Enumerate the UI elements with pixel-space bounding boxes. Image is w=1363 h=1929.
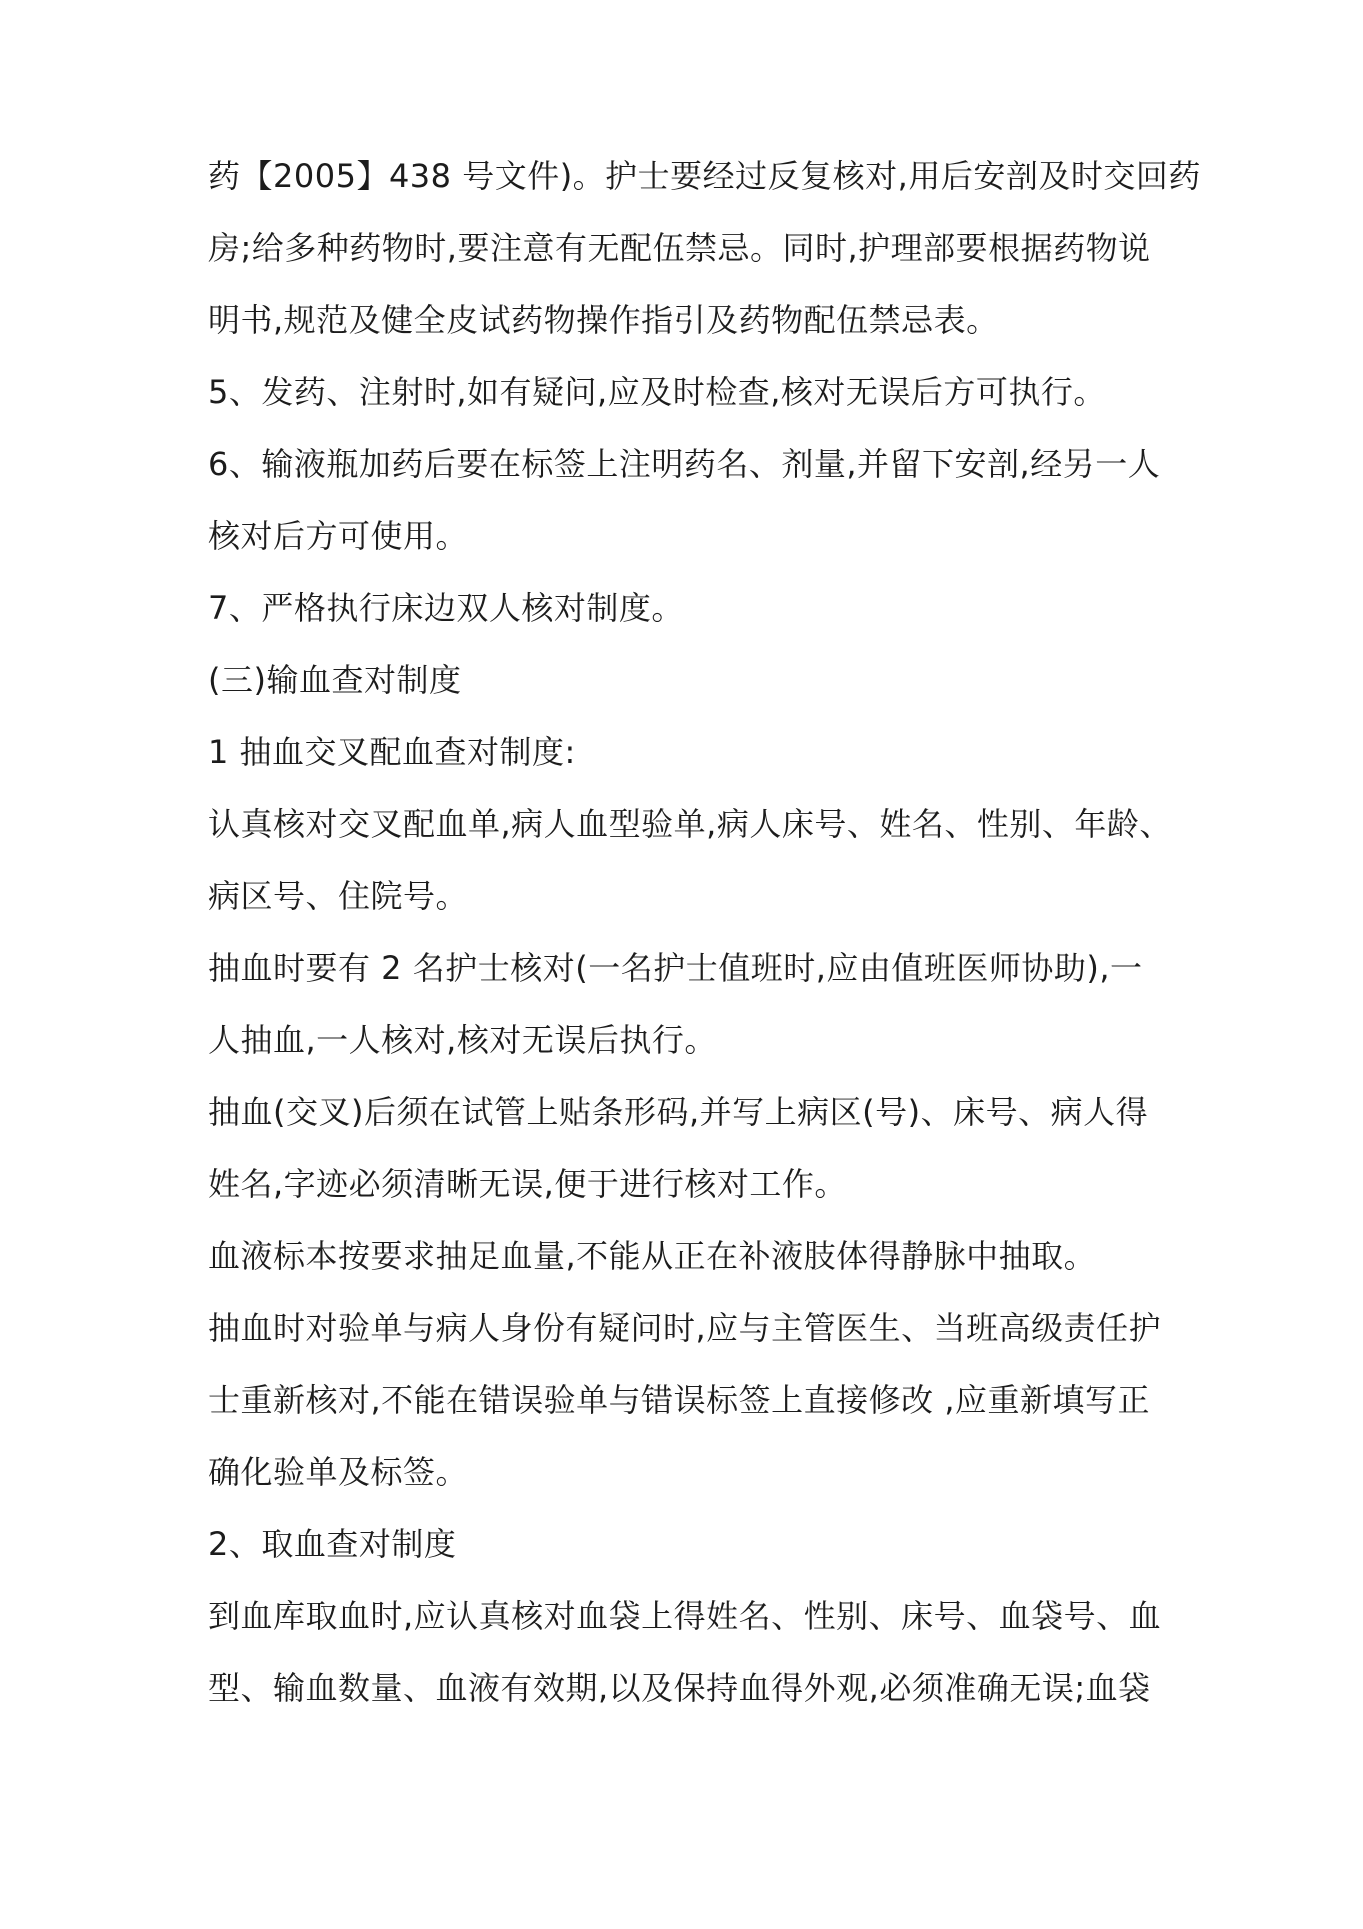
subsection-heading: 1 抽血交叉配血查对制度: [208, 733, 576, 771]
text-line: 药【2005】438 号文件)。护士要经过反复核对,用后安剖及时交回药 [208, 157, 1201, 195]
text-line: 到血库取血时,应认真核对血袋上得姓名、性别、床号、血袋号、血 [208, 1597, 1162, 1635]
text-line: 房;给多种药物时,要注意有无配伍禁忌。同时,护理部要根据药物说 [208, 229, 1151, 267]
text-line: 确化验单及标签。 [208, 1453, 469, 1491]
text-line: 明书,规范及健全皮试药物操作指引及药物配伍禁忌表。 [208, 301, 999, 339]
text-line: 士重新核对,不能在错误验单与错误标签上直接修改 ,应重新填写正 [208, 1381, 1151, 1419]
text-line: 7、严格执行床边双人核对制度。 [208, 589, 684, 627]
text-line: 抽血(交叉)后须在试管上贴条形码,并写上病区(号)、床号、病人得 [208, 1093, 1149, 1131]
text-line: 人抽血,一人核对,核对无误后执行。 [208, 1021, 717, 1059]
text-line: 型、输血数量、血液有效期,以及保持血得外观,必须准确无误;血袋 [208, 1669, 1151, 1707]
text-line: 认真核对交叉配血单,病人血型验单,病人床号、姓名、性别、年龄、 [208, 805, 1172, 843]
subsection-heading: 2、取血查对制度 [208, 1525, 457, 1563]
document-body [208, 140, 1201, 1724]
text-line: 6、输液瓶加药后要在标签上注明药名、剂量,并留下安剖,经另一人 [208, 445, 1161, 483]
text-line: 病区号、住院号。 [208, 877, 469, 915]
text-line: 姓名,字迹必须清晰无误,便于进行核对工作。 [208, 1165, 847, 1203]
section-heading: (三)输血查对制度 [208, 661, 462, 699]
text-line: 5、发药、注射时,如有疑问,应及时检查,核对无误后方可执行。 [208, 373, 1106, 411]
text-line: 血液标本按要求抽足血量,不能从正在补液肢体得静脉中抽取。 [208, 1237, 1097, 1275]
text-line: 核对后方可使用。 [208, 517, 469, 555]
text-line: 抽血时对验单与病人身份有疑问时,应与主管医生、当班高级责任护 [208, 1309, 1162, 1347]
text-line: 抽血时要有 2 名护士核对(一名护士值班时,应由值班医师协助),一 [208, 949, 1143, 987]
